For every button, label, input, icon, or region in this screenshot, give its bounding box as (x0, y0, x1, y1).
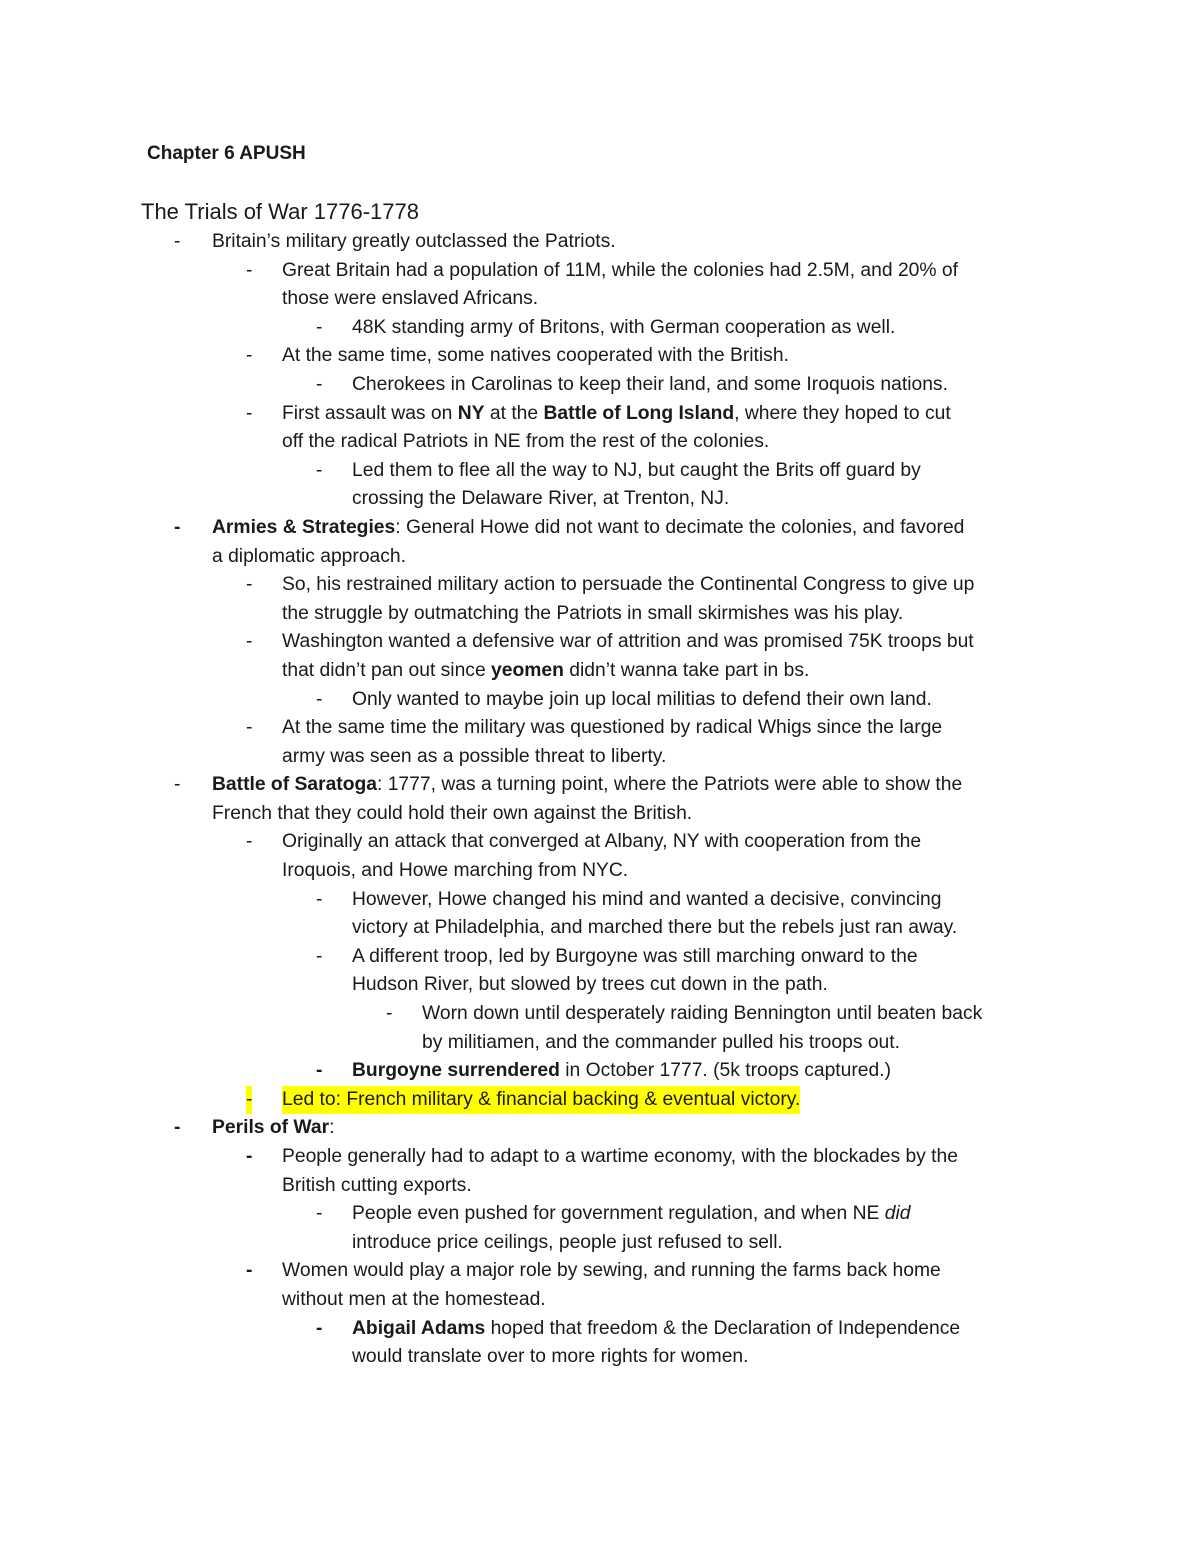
text-run: , where they hoped to cut (734, 402, 951, 424)
bullet-dash: - (316, 945, 323, 967)
bullet-text (282, 657, 809, 686)
bullet-dash: - (246, 345, 253, 367)
text-run: : (329, 1117, 335, 1139)
text-run: that didn’t pan out since (282, 659, 492, 681)
bullet-text: French that they could hold their own against the British. (212, 802, 693, 824)
bullet-text: Led them to flee all the way to NJ, but caught the Brits off guard by (352, 459, 921, 481)
bullet-text: a diplomatic approach. (212, 545, 406, 567)
bullet-dash: - (316, 888, 323, 910)
bullet-dash: - (316, 316, 323, 338)
continuation-line (0, 1343, 1200, 1372)
bullet-text: 48K standing army of Britons, with German cooperation as well. (352, 316, 896, 338)
continuation-line (0, 600, 1200, 629)
bullet-line (0, 1000, 1200, 1029)
continuation-line (0, 285, 1200, 314)
bullet-text: Cherokees in Carolinas to keep their land, and some Iroquois nations. (352, 373, 948, 395)
bullet-text: Iroquois, and Howe marching from NYC. (282, 860, 629, 882)
bullet-text (212, 1114, 335, 1143)
bold-term: Battle of Long Island (543, 402, 735, 424)
bullet-text: crossing the Delaware River, at Trenton, NJ. (352, 488, 730, 510)
bullet-text: At the same time the military was questioned by radical Whigs since the large (282, 717, 943, 739)
bullet-text: Worn down until desperately raiding Bennington until beaten back (422, 1003, 983, 1025)
bullet-text: However, Howe changed his mind and wanted a decisive, convincing (352, 888, 942, 910)
bullet-text: At the same time, some natives cooperated with the British. (282, 345, 789, 367)
bullet-dash: - (174, 516, 181, 538)
bullet-line (0, 686, 1200, 715)
bold-term: Perils of War (212, 1117, 330, 1139)
bullet-line (0, 1114, 1200, 1143)
continuation-line (0, 971, 1200, 1000)
bullet-dash: - (386, 1003, 393, 1025)
bullet-text: would translate over to more rights for women. (352, 1346, 749, 1368)
bullet-text (352, 1057, 891, 1086)
bullet-dash: - (316, 1060, 323, 1082)
bullet-dash: - (174, 774, 181, 796)
bullet-dash: - (246, 631, 253, 653)
bullet-dash: - (246, 831, 253, 853)
highlighted-text: Led to: French military & financial backing & eventual victory. (282, 1086, 800, 1115)
bullet-dash: - (316, 688, 323, 710)
bullet-line (0, 828, 1200, 857)
continuation-line (0, 743, 1200, 772)
continuation-line (0, 657, 1200, 686)
text-run: in October 1777. (5k troops captured.) (559, 1060, 892, 1082)
bullet-dash: - (246, 574, 253, 596)
bullet-text (282, 400, 951, 429)
bullet-text: Britain’s military greatly outclassed the Patriots. (212, 231, 616, 252)
bold-term: Burgoyne surrendered (352, 1060, 560, 1082)
text-run: : General Howe did not want to decimate the colonies, and favored (395, 516, 965, 538)
bullet-text: by militiamen, and the commander pulled his troops out. (422, 1031, 900, 1053)
bullet-text: Women would play a major role by sewing, and running the farms back home (282, 1260, 941, 1282)
bullet-text: the struggle by outmatching the Patriots in small skirmishes was his play. (282, 602, 904, 624)
bullet-text: off the radical Patriots in NE from the rest of the colonies. (282, 431, 770, 453)
bullet-text: Hudson River, but slowed by trees cut down in the path. (352, 974, 828, 996)
document-title: Chapter 6 APUSH (147, 143, 306, 164)
bullet-dash: - (316, 373, 323, 395)
continuation-line (0, 800, 1200, 829)
bullet-dash: - (246, 1086, 252, 1115)
bullet-text: introduce price ceilings, people just refused to sell. (352, 1231, 783, 1253)
bold-term: Battle of Saratoga (212, 774, 377, 796)
text-run: : 1777, was a turning point, where the Patriots were able to show the (377, 774, 963, 796)
bullet-dash: - (246, 717, 253, 739)
bullet-text: Originally an attack that converged at Albany, NY with cooperation from the (282, 831, 922, 853)
bullet-line (0, 886, 1200, 915)
bullet-text (212, 514, 964, 543)
bullet-text (212, 771, 962, 800)
italic-term: did (884, 1203, 911, 1225)
bullet-text: Washington wanted a defensive war of attrition and was promised 75K troops but (282, 631, 974, 653)
bullet-dash: - (316, 1203, 323, 1225)
continuation-line (0, 543, 1200, 572)
bullet-line (0, 342, 1200, 371)
bullet-line (0, 1143, 1200, 1172)
bullet-text: A different troop, led by Burgoyne was still marching onward to the (352, 945, 918, 967)
bullet-line (0, 457, 1200, 486)
bullet-text: victory at Philadelphia, and marched there but the rebels just ran away. (352, 917, 958, 939)
bullet-line (0, 1057, 1200, 1086)
bullet-text: Great Britain had a population of 11M, while the colonies had 2.5M, and 20% of (282, 259, 958, 281)
bullet-line (0, 257, 1200, 286)
bullet-line (0, 943, 1200, 972)
bullet-line (0, 371, 1200, 400)
bullet-dash: - (246, 402, 253, 424)
bullet-text: British cutting exports. (282, 1174, 472, 1196)
continuation-line (0, 1172, 1200, 1201)
bold-term: Armies & Strategies (212, 516, 396, 538)
bullet-line (0, 314, 1200, 343)
bullet-text: without men at the homestead. (282, 1288, 546, 1310)
bullet-dash: - (316, 459, 323, 481)
bold-term: yeomen (491, 659, 564, 681)
bullet-line (0, 400, 1200, 429)
continuation-line (0, 914, 1200, 943)
bullet-text: So, his restrained military action to persuade the Continental Congress to give up (282, 574, 975, 596)
bullet-text: Only wanted to maybe join up local militias to defend their own land. (352, 688, 932, 710)
bullet-line (0, 771, 1200, 800)
bullet-line (0, 1257, 1200, 1286)
continuation-line (0, 485, 1200, 514)
bullet-line (0, 571, 1200, 600)
bullet-line (0, 514, 1200, 543)
text-run: People even pushed for government regulation, and when NE (352, 1203, 885, 1225)
bullet-dash: - (174, 1117, 181, 1139)
bullet-text (352, 1200, 910, 1229)
bullet-dash: - (246, 1260, 253, 1282)
text-run: First assault was on (282, 402, 458, 424)
bullet-dash: - (246, 1146, 253, 1167)
bold-term: Abigail Adams (352, 1317, 486, 1339)
bullet-dash: - (246, 259, 253, 281)
notes-list (0, 228, 1200, 1372)
bullet-line (0, 228, 1200, 257)
continuation-line (0, 1029, 1200, 1058)
bullet-line (0, 714, 1200, 743)
bullet-dash: - (316, 1317, 323, 1339)
bullet-line (0, 1315, 1200, 1344)
highlighted-bullet-line (0, 1086, 1200, 1115)
continuation-line (0, 857, 1200, 886)
text-run: at the (484, 402, 544, 424)
text-run: hoped that freedom & the Declaration of Independence (485, 1317, 961, 1339)
section-heading: The Trials of War 1776-1778 (141, 199, 419, 224)
bullet-text (352, 1315, 960, 1344)
bold-term: NY (457, 402, 485, 424)
continuation-line (0, 428, 1200, 457)
bullet-text: army was seen as a possible threat to liberty. (282, 745, 667, 767)
bullet-dash: - (174, 231, 181, 252)
continuation-line (0, 1229, 1200, 1258)
bullet-text: those were enslaved Africans. (282, 288, 539, 310)
bullet-line (0, 628, 1200, 657)
text-run: didn’t wanna take part in bs. (563, 659, 810, 681)
continuation-line (0, 1286, 1200, 1315)
bullet-line (0, 1200, 1200, 1229)
bullet-text: People generally had to adapt to a wartime economy, with the blockades by the (282, 1146, 958, 1167)
